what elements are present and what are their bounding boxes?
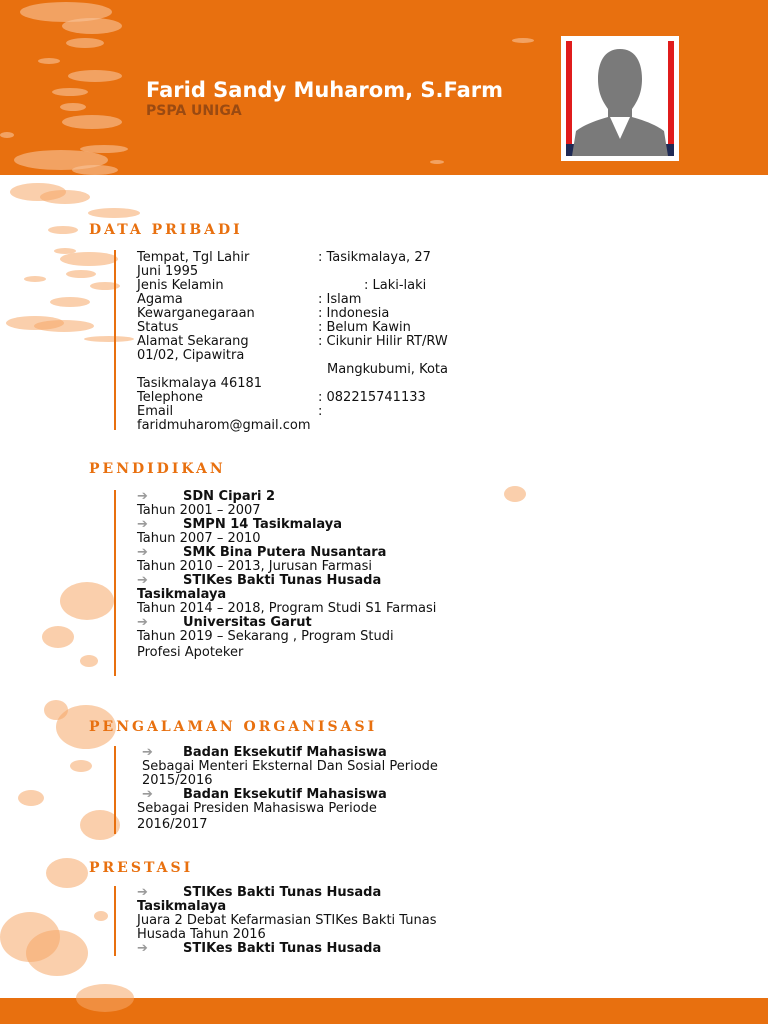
decor-bubble <box>512 38 534 43</box>
arrow-right-icon: ➔ <box>137 573 148 588</box>
achievement-description: Juara 2 Debat Kefarmasian STIKes Bakti Tunas <box>137 913 437 928</box>
status-value: : Belum Kawin <box>318 320 411 335</box>
school-name: SDN Cipari 2 <box>183 489 276 504</box>
candidate-subtitle: PSPA UNIGA <box>146 103 242 119</box>
decor-bubble <box>62 18 122 34</box>
decor-bubble <box>42 626 74 648</box>
birth-value: : Tasikmalaya, 27 <box>318 250 431 265</box>
decor-bubble <box>430 160 444 164</box>
decor-bubble <box>62 115 122 129</box>
profile-photo <box>561 36 679 161</box>
decor-bubble <box>80 655 98 667</box>
status-label: Status <box>137 320 179 335</box>
school-name: SMPN 14 Tasikmalaya <box>183 517 343 532</box>
decor-bubble <box>24 276 46 282</box>
religion-label: Agama <box>137 292 183 307</box>
religion-value: : Islam <box>318 292 362 307</box>
decor-bubble <box>504 486 526 502</box>
birth-value-cont: Juni 1995 <box>137 264 199 279</box>
organization-period: 2016/2017 <box>137 817 208 832</box>
address-label: Alamat Sekarang <box>137 334 249 349</box>
organization-name: Badan Eksekutif Mahasiswa <box>183 787 387 802</box>
citizenship-label: Kewarganegaraan <box>137 306 255 321</box>
phone-label: Telephone <box>137 390 204 405</box>
decor-bubble <box>34 320 94 332</box>
decor-bubble <box>48 226 78 234</box>
address-value-cont: Tasikmalaya 46181 <box>137 376 263 391</box>
section-title-organization: PENGALAMAN ORGANISASI <box>89 719 378 735</box>
person-silhouette-icon <box>564 39 676 158</box>
section-title-education: PENDIDIKAN <box>89 461 226 477</box>
section-title-achievements: PRESTASI <box>89 860 194 876</box>
decor-bubble <box>80 145 128 153</box>
decor-bubble <box>0 132 14 138</box>
section-divider <box>114 490 116 676</box>
decor-bubble <box>66 270 96 278</box>
organization-role: Sebagai Presiden Mahasiswa Periode <box>137 801 377 816</box>
decor-bubble <box>72 165 118 175</box>
arrow-right-icon: ➔ <box>137 489 148 504</box>
organization-name: Badan Eksekutif Mahasiswa <box>183 745 387 760</box>
decor-bubble <box>60 103 86 111</box>
decor-bubble <box>26 930 88 976</box>
decor-bubble <box>76 984 134 1012</box>
section-divider <box>114 250 116 430</box>
arrow-right-icon: ➔ <box>137 517 148 532</box>
school-name-cont: Tasikmalaya <box>137 587 227 602</box>
arrow-right-icon: ➔ <box>137 545 148 560</box>
arrow-right-icon: ➔ <box>137 941 148 956</box>
decor-bubble <box>46 858 88 888</box>
gender-label: Jenis Kelamin <box>137 278 224 293</box>
school-years: Tahun 2001 – 2007 <box>137 503 261 518</box>
gender-value: : Laki-laki <box>364 278 427 293</box>
email-colon: : <box>318 404 323 419</box>
achievement-description-cont: Husada Tahun 2016 <box>137 927 266 942</box>
decor-bubble <box>84 336 134 342</box>
email-label: Email <box>137 404 174 419</box>
decor-bubble <box>40 190 90 204</box>
school-name: SMK Bina Putera Nusantara <box>183 545 387 560</box>
school-years: Tahun 2007 – 2010 <box>137 531 261 546</box>
school-name: Universitas Garut <box>183 615 312 630</box>
school-name: STIKes Bakti Tunas Husada <box>183 573 382 588</box>
school-years: Tahun 2010 – 2013, Jurusan Farmasi <box>137 559 372 574</box>
organization-role: Sebagai Menteri Eksternal Dan Sosial Periode <box>142 759 438 774</box>
address-value-cont: Mangkubumi, Kota <box>327 362 448 377</box>
decor-bubble <box>52 88 88 96</box>
birth-label: Tempat, Tgl Lahir <box>137 250 250 265</box>
decor-bubble <box>66 38 104 48</box>
citizenship-value: : Indonesia <box>318 306 390 321</box>
achievement-institution-cont: Tasikmalaya <box>137 899 227 914</box>
arrow-right-icon: ➔ <box>142 787 153 802</box>
decor-bubble <box>60 252 118 266</box>
phone-value: : 082215741133 <box>318 390 426 405</box>
decor-bubble <box>88 208 140 218</box>
achievement-institution: STIKes Bakti Tunas Husada <box>183 885 382 900</box>
email-value: faridmuharom@gmail.com <box>137 418 311 433</box>
decor-bubble <box>50 297 90 307</box>
candidate-name: Farid Sandy Muharom, S.Farm <box>146 78 504 102</box>
decor-bubble <box>60 582 114 620</box>
section-divider <box>114 886 116 956</box>
arrow-right-icon: ➔ <box>137 885 148 900</box>
decor-bubble <box>18 790 44 806</box>
arrow-right-icon: ➔ <box>137 615 148 630</box>
address-value: : Cikunir Hilir RT/RW <box>318 334 448 349</box>
decor-bubble <box>94 911 108 921</box>
decor-bubble <box>68 70 122 82</box>
decor-bubble <box>38 58 60 64</box>
school-years: Tahun 2019 – Sekarang , Program Studi <box>137 629 394 644</box>
section-title-personal: DATA PRIBADI <box>89 222 243 238</box>
arrow-right-icon: ➔ <box>142 745 153 760</box>
school-years: Tahun 2014 – 2018, Program Studi S1 Farmasi <box>137 601 437 616</box>
school-years-cont: Profesi Apoteker <box>137 645 244 660</box>
decor-bubble <box>70 760 92 772</box>
achievement-institution: STIKes Bakti Tunas Husada <box>183 941 382 956</box>
section-divider <box>114 746 116 834</box>
address-value-cont: 01/02, Cipawitra <box>137 348 245 363</box>
organization-period: 2015/2016 <box>142 773 213 788</box>
